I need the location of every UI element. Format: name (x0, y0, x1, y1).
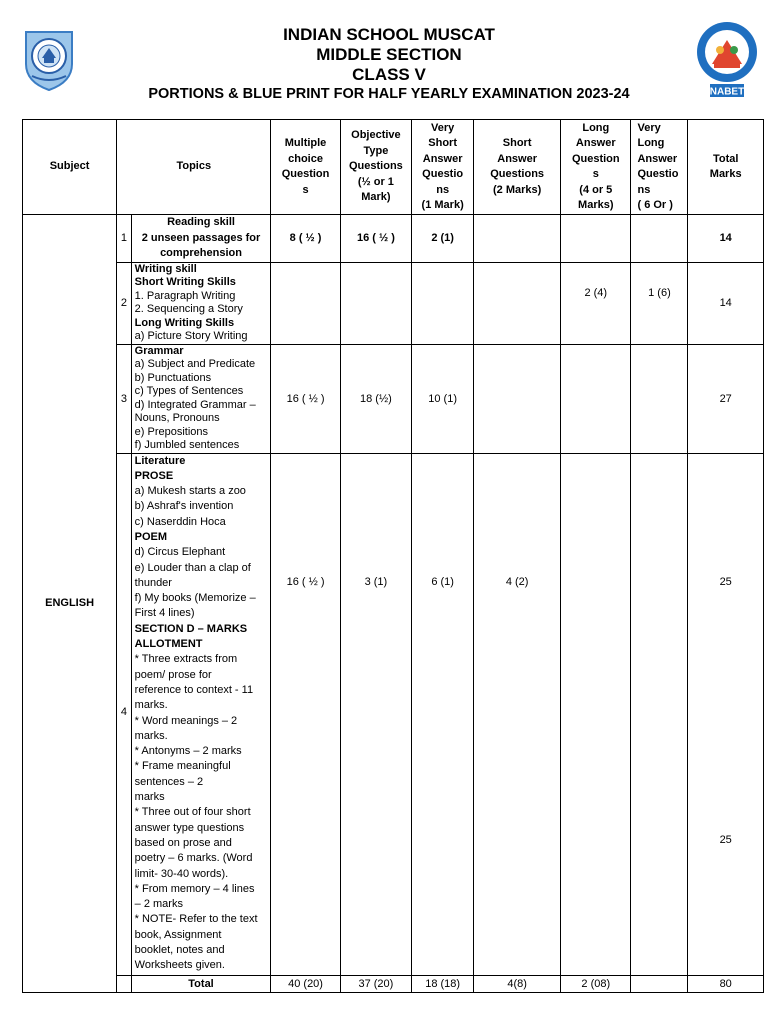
mcq-cell: 8 ( ½ ) (271, 215, 340, 263)
la-cell: 2 (4) (561, 262, 631, 344)
topic-number: 2 (117, 262, 131, 344)
topic-cell: Grammar a) Subject and Predicate b) Punctuations c) Types of Sentences d) Integrated Grammar – Nouns, Pronouns e) Prepositions f) Jumbled sentences (131, 344, 271, 453)
mcq-cell: 16 ( ½ ) (271, 453, 340, 975)
topic-number: 3 (117, 344, 131, 453)
document-subtitle: PORTIONS & BLUE PRINT FOR HALF YEARLY EXAMINATION 2023-24 (148, 86, 630, 102)
topic-number: 1 (117, 215, 131, 263)
col-objective: Objective Type Questions (½ or 1 Mark) (340, 120, 411, 215)
table-row (23, 344, 764, 453)
total-value-repeat: 25 (719, 833, 732, 846)
total-value: 25 (719, 575, 732, 588)
table-row (23, 215, 764, 263)
la-cell (561, 215, 631, 263)
col-sa: Short Answer Questions (2 Marks) (474, 120, 561, 215)
total-mcq: 40 (20) (271, 975, 340, 992)
sa-cell: 4 (2) (474, 453, 561, 975)
school-name: INDIAN SCHOOL MUSCAT (283, 25, 495, 44)
col-vsa: Very Short Answer Questio ns (1 Mark) (412, 120, 474, 215)
col-la: Long Answer Question s (4 or 5 Marks) (561, 120, 631, 215)
total-cell (688, 453, 764, 975)
blueprint-table (22, 119, 764, 993)
topic-number: 4 (117, 453, 131, 975)
mcq-cell: 16 ( ½ ) (271, 344, 340, 453)
objective-cell: 18 (½) (340, 344, 411, 453)
vla-cell (631, 453, 688, 975)
col-mcq: Multiple choice Question s (271, 120, 340, 215)
total-vsa: 18 (18) (412, 975, 474, 992)
table-row (23, 453, 764, 975)
la-cell (561, 344, 631, 453)
vsa-cell: 10 (1) (412, 344, 474, 453)
topic-cell: Literature PROSE a) Mukesh starts a zoo b) Ashraf's invention c) Naserddin Hoca POEM d) Circus Elephant e) Louder than a clap of thunder f) My books (Memorize – First 4 lines) SECTION D – MARKS ALLOTMENT * Three extracts from poem/ prose for reference to context - 11 marks. * Word meanings – 2 marks. * Antonyms – 2 marks * Frame meaningful sentences – 2 marks * Three out of four short answer type questions based on prose and poetry – 6 marks. (Word limit- 30-40 words). * From memory – 4 lines – 2 marks * NOTE- Refer to the text book, Assignment booklet, notes and Worksheets given. (131, 453, 271, 975)
topic-cell: Reading skill 2 unseen passages for comprehension (131, 215, 271, 263)
total-objective: 37 (20) (340, 975, 411, 992)
vsa-cell (412, 262, 474, 344)
total-sa: 4(8) (474, 975, 561, 992)
vla-cell (631, 215, 688, 263)
totals-empty (117, 975, 131, 992)
la-cell (561, 453, 631, 975)
table-row (23, 262, 764, 344)
sa-cell (474, 344, 561, 453)
col-total: Total Marks (688, 120, 764, 215)
col-vla: Very Long Answer Questio ns ( 6 Or ) (631, 120, 688, 215)
nabet-logo-text: NABET (709, 86, 745, 98)
class-name: CLASS V (352, 65, 426, 84)
totals-label: Total (131, 975, 271, 992)
section-name: MIDDLE SECTION (316, 45, 462, 64)
objective-cell: 3 (1) (340, 453, 411, 975)
objective-cell: 16 ( ½ ) (340, 215, 411, 263)
totals-row (23, 975, 764, 992)
total-cell: 14 (688, 215, 764, 263)
vla-cell: 1 (6) (631, 262, 688, 344)
sa-cell (474, 262, 561, 344)
total-cell: 14 (688, 262, 764, 344)
topic-cell: Writing skill Short Writing Skills 1. Paragraph Writing 2. Sequencing a Story Long Writing Skills a) Picture Story Writing (131, 262, 271, 344)
vla-cell (631, 344, 688, 453)
sa-cell (474, 215, 561, 263)
grand-total: 80 (688, 975, 764, 992)
header-row (23, 120, 764, 215)
col-subject: Subject (23, 120, 117, 215)
mcq-cell (271, 262, 340, 344)
vsa-cell: 6 (1) (412, 453, 474, 975)
vsa-cell: 2 (1) (412, 215, 474, 263)
objective-cell (340, 262, 411, 344)
subject-cell: ENGLISH (23, 215, 117, 993)
total-la: 2 (08) (561, 975, 631, 992)
total-vla (631, 975, 688, 992)
col-topics: Topics (117, 120, 271, 215)
total-cell: 27 (688, 344, 764, 453)
